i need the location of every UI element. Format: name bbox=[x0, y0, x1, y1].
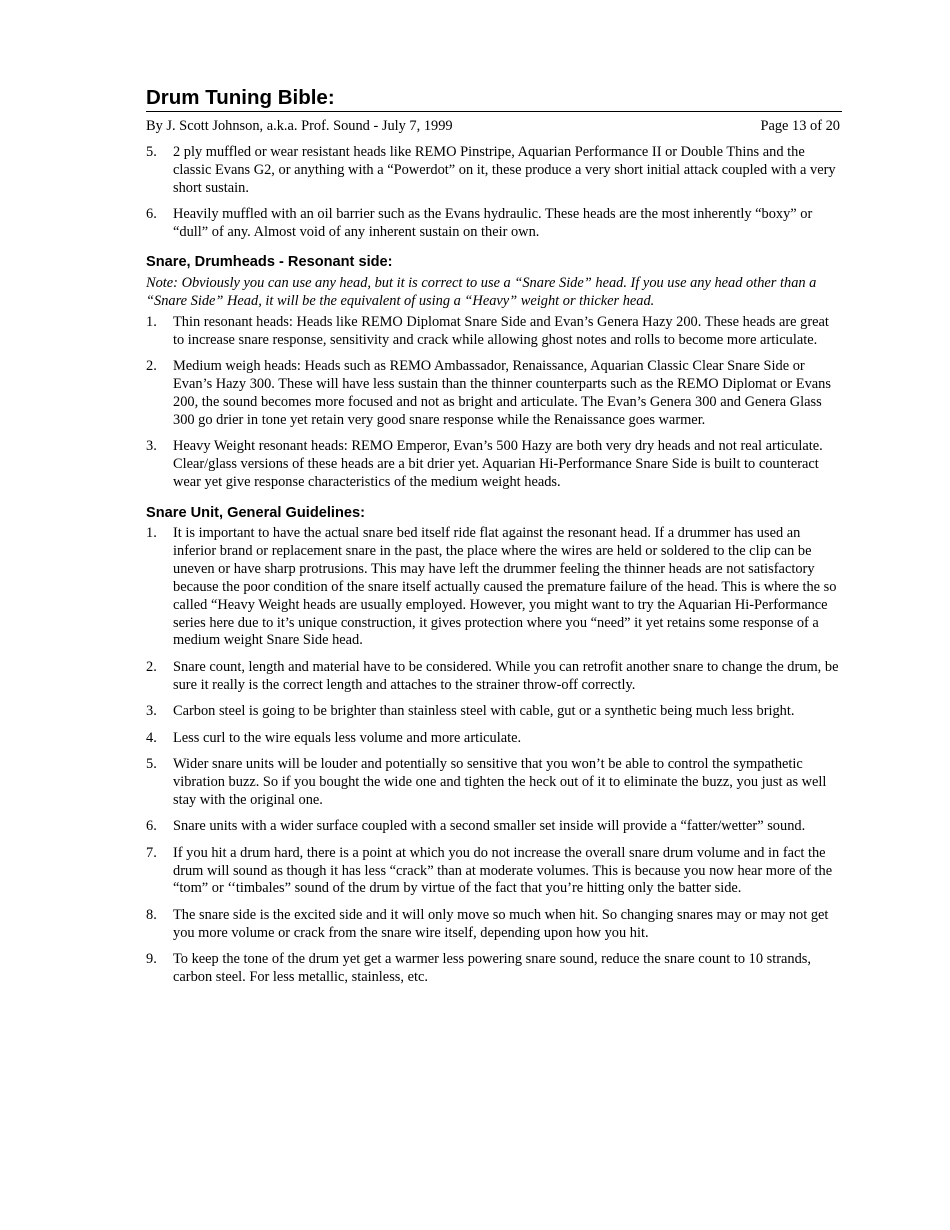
list-item bbox=[146, 818, 840, 836]
header-divider bbox=[146, 111, 842, 112]
list-item bbox=[146, 756, 840, 810]
item-number: 8. bbox=[146, 906, 157, 923]
item-number: 4. bbox=[146, 729, 157, 746]
item-number: 7. bbox=[146, 844, 157, 861]
item-text: Snare count, length and material have to be considered. While you can retrofit another snare to change the drum, be sure it really is the correct length and attaches to the strainer throw-off correctly. bbox=[173, 658, 839, 693]
item-text: Heavy Weight resonant heads: REMO Emperor, Evan’s 500 Hazy are both very dry heads and not real articulate. Clear/glass versions of these heads are a bit drier yet. Aquarian Hi-Performance Snare Side is built to counteract wear yet give response characteristics of the medium weight heads. bbox=[173, 438, 823, 491]
author-date: By J. Scott Johnson, a.k.a. Prof. Sound - July 7, 1999 bbox=[146, 118, 453, 134]
continued-list bbox=[146, 144, 840, 242]
byline-row bbox=[146, 117, 840, 135]
item-text: To keep the tone of the drum yet get a warmer less powering snare sound, reduce the snare count to 10 strands, carbon steel. For less metallic, stainless, etc. bbox=[173, 951, 811, 986]
item-text: Snare units with a wider surface coupled with a second smaller set inside will provide a “fatter/wetter” sound. bbox=[173, 818, 806, 835]
list-item bbox=[146, 845, 840, 899]
item-number: 3. bbox=[146, 438, 157, 455]
section-heading-snare-unit: Snare Unit, General Guidelines: bbox=[146, 505, 365, 521]
list-item bbox=[146, 525, 840, 650]
item-text: Medium weigh heads: Heads such as REMO Ambassador, Renaissance, Aquarian Classic Clear Snare Side or Evan’s Hazy 300. These will have less sustain than the thinner counterparts such as the REMO Diplomat or Evans 200, the sound becomes more focused and not as bright and articulate. The Evan’s Genera 300 and Genera Glass 300 go drier in tone yet retain very good snare response while the Renaissance goes warmer. bbox=[173, 358, 831, 428]
item-number: 1. bbox=[146, 525, 157, 541]
document-page bbox=[146, 86, 840, 987]
item-number: 9. bbox=[146, 951, 157, 968]
list-item bbox=[146, 438, 840, 492]
item-text: Carbon steel is going to be brighter than stainless steel with cable, gut or a synthetic being much less bright. bbox=[173, 703, 795, 720]
item-text: Heavily muffled with an oil barrier such as the Evans hydraulic. These heads are the most inherently “boxy” or “dull” of any. Almost void of any inherent sustain on their own. bbox=[173, 206, 813, 241]
item-text: 2 ply muffled or wear resistant heads like REMO Pinstripe, Aquarian Performance II or Double Thins and the classic Evans G2, or anything with a “Powerdot” on it, these produce a very short initial attack coupled with a very short sustain. bbox=[173, 144, 836, 196]
item-number: 3. bbox=[146, 703, 157, 720]
snare-unit-list bbox=[146, 525, 840, 987]
resonant-list bbox=[146, 314, 840, 492]
item-number: 6. bbox=[146, 206, 157, 223]
item-number: 1. bbox=[146, 313, 157, 330]
item-number: 5. bbox=[146, 144, 157, 160]
item-number: 2. bbox=[146, 358, 157, 375]
item-text: Less curl to the wire equals less volume and more articulate. bbox=[173, 729, 522, 746]
item-text: Thin resonant heads: Heads like REMO Diplomat Snare Side and Evan’s Genera Hazy 200. These heads are great to increase snare response, sensitivity and crack while allowing ghost notes and rolls to become more articulate. bbox=[173, 313, 829, 348]
list-item bbox=[146, 358, 840, 430]
document-title: Drum Tuning Bible: bbox=[146, 86, 335, 109]
list-item bbox=[146, 206, 840, 242]
list-item bbox=[146, 314, 840, 350]
list-item bbox=[146, 659, 840, 695]
item-number: 6. bbox=[146, 818, 157, 835]
page-number: Page 13 of 20 bbox=[760, 118, 840, 134]
item-number: 5. bbox=[146, 755, 157, 772]
list-item bbox=[146, 703, 840, 721]
item-text: Wider snare units will be louder and potentially so sensitive that you won’t be able to control the sympathetic vibration buzz. So if you bought the wide one and tighten the heck out of it to eliminate the buzz, you just as well stay with the original one. bbox=[173, 755, 827, 808]
list-item bbox=[146, 144, 840, 198]
resonant-note: Note: Obviously you can use any head, but it is correct to use a “Snare Side” head. If you use any head other than a “Snare Side” Head, it will be the equivalent of using a “Heavy” weight or thicker head. bbox=[146, 275, 817, 309]
item-number: 2. bbox=[146, 658, 157, 675]
item-text: The snare side is the excited side and it will only move so much when hit. So changing snares may or may not get you more volume or crack from the snare wire itself, depending upon how you hit. bbox=[173, 906, 829, 941]
list-item bbox=[146, 951, 840, 987]
list-item bbox=[146, 907, 840, 943]
section-heading-resonant: Snare, Drumheads - Resonant side: bbox=[146, 254, 393, 271]
item-text: It is important to have the actual snare bed itself ride flat against the resonant head. If a drummer has used an inferior brand or replacement snare in the past, the place where the wires are held or soldered to the clip can be uneven or have sharp protrusions. This may have left the drummer feeling the thinner heads are not satisfactory because the poor condition of the snare itself actually caused the premature failure of the head. This is where the so called “Heavy Weight heads are usually employed. However, you might want to try the Aquarian Hi-Performance series here due to it’s unique construction, it gives protection where you “need” it yet retains some response of a medium weight Snare Side head. bbox=[173, 525, 837, 649]
list-item bbox=[146, 730, 840, 748]
item-text: If you hit a drum hard, there is a point at which you do not increase the overall snare drum volume and in fact the drum will sound as though it has less “crack” than at moderate volumes. This is because you now hear more of the “tom” or ‘‘timbales” sound of the drum by virtue of the fact that you’re hitting only the batter side. bbox=[173, 844, 833, 897]
